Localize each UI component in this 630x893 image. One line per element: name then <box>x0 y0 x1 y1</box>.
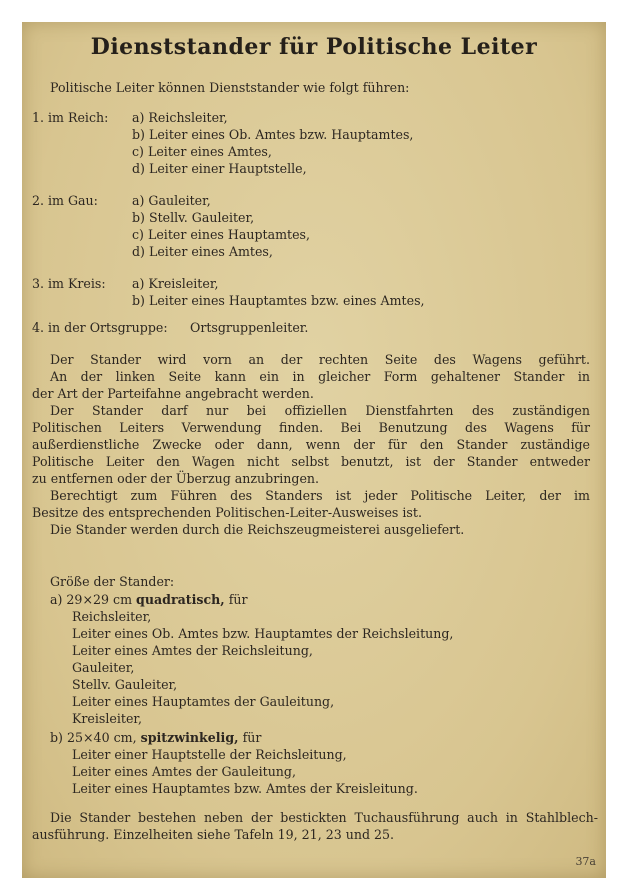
group-label-reich: 1. im Reich: <box>32 110 109 125</box>
page-title: Dienststander für Politische Leiter <box>90 34 538 60</box>
size-b-heading <box>50 730 261 746</box>
closing-line: Die Stander bestehen neben der bestickten Tuchausführung auch in Stahlblech- <box>50 810 598 825</box>
list-item: Leiter eines Amtes der Gauleitung, <box>72 764 296 779</box>
group-label-gau: 2. im Gau: <box>32 193 98 208</box>
body-line: zu entfernen oder der Überzug anzubringen. <box>32 471 320 486</box>
size-heading: Größe der Stander: <box>50 574 175 589</box>
list-item: Leiter eines Ob. Amtes bzw. Hauptamtes der Reichsleitung, <box>72 626 454 641</box>
group-label-ortsgruppe: 4. in der Ortsgruppe: <box>32 320 168 335</box>
list-item: b) Leiter eines Hauptamtes bzw. eines Amtes, <box>132 293 425 308</box>
list-item: Ortsgruppenleiter. <box>190 320 309 335</box>
size-a-shape: quadratisch, <box>136 592 225 607</box>
list-item: a) Kreisleiter, <box>132 276 219 291</box>
list-item: Leiter eines Amtes der Reichsleitung, <box>72 643 313 658</box>
size-b-shape: spitzwinkelig, <box>140 730 239 745</box>
list-item: Gauleiter, <box>72 660 135 675</box>
body-line: außerdienstliche Zwecke oder dann, wenn der für den Stander zuständige <box>32 437 590 452</box>
list-item: Reichsleiter, <box>72 609 152 624</box>
list-item: Leiter einer Hauptstelle der Reichsleitung, <box>72 747 347 762</box>
closing-line: ausführung. Einzelheiten siehe Tafeln 19, 21, 23 und 25. <box>32 827 395 842</box>
list-item: d) Leiter eines Amtes, <box>132 244 273 259</box>
body-line: Politischen Leiters Verwendung finden. Bei Benutzung des Wagens für <box>32 420 590 435</box>
list-item: b) Stellv. Gauleiter, <box>132 210 255 225</box>
body-line: Der Stander darf nur bei offiziellen Dienstfahrten des zuständigen <box>50 403 590 418</box>
body-line: der Art der Parteifahne angebracht werden. <box>32 386 314 401</box>
list-item: a) Reichsleiter, <box>132 110 228 125</box>
size-b-dimensions: b) 25×40 cm, <box>50 730 137 745</box>
list-item: Kreisleiter, <box>72 711 143 726</box>
body-line: Der Stander wird vorn an der rechten Seite des Wagens geführt. <box>50 352 590 367</box>
size-a-heading <box>50 592 247 608</box>
list-item: a) Gauleiter, <box>132 193 211 208</box>
list-item: b) Leiter eines Ob. Amtes bzw. Hauptamtes, <box>132 127 414 142</box>
size-a-for: für <box>228 592 248 607</box>
group-label-kreis: 3. im Kreis: <box>32 276 106 291</box>
list-item: Stellv. Gauleiter, <box>72 677 178 692</box>
body-line: Besitze des entsprechenden Politischen-Leiter-Ausweises ist. <box>32 505 422 520</box>
size-b-for: für <box>242 730 262 745</box>
body-line: Politische Leiter den Wagen nicht selbst benutzt, ist der Stander entweder <box>32 454 590 469</box>
body-line: An der linken Seite kann ein in gleicher Form gehaltener Stander in <box>50 369 590 384</box>
body-line: Die Stander werden durch die Reichszeugmeisterei ausgeliefert. <box>50 522 465 537</box>
list-item: Leiter eines Hauptamtes bzw. Amtes der Kreisleitung. <box>72 781 418 796</box>
document-page <box>22 22 606 878</box>
list-item: c) Leiter eines Hauptamtes, <box>132 227 311 242</box>
list-item: Leiter eines Hauptamtes der Gauleitung, <box>72 694 335 709</box>
intro-line: Politische Leiter können Dienststander wie folgt führen: <box>50 80 410 95</box>
page-number: 37a <box>575 855 596 868</box>
body-line: Berechtigt zum Führen des Standers ist jeder Politische Leiter, der im <box>50 488 590 503</box>
list-item: d) Leiter einer Hauptstelle, <box>132 161 307 176</box>
list-item: c) Leiter eines Amtes, <box>132 144 272 159</box>
size-a-dimensions: a) 29×29 cm <box>50 592 133 607</box>
